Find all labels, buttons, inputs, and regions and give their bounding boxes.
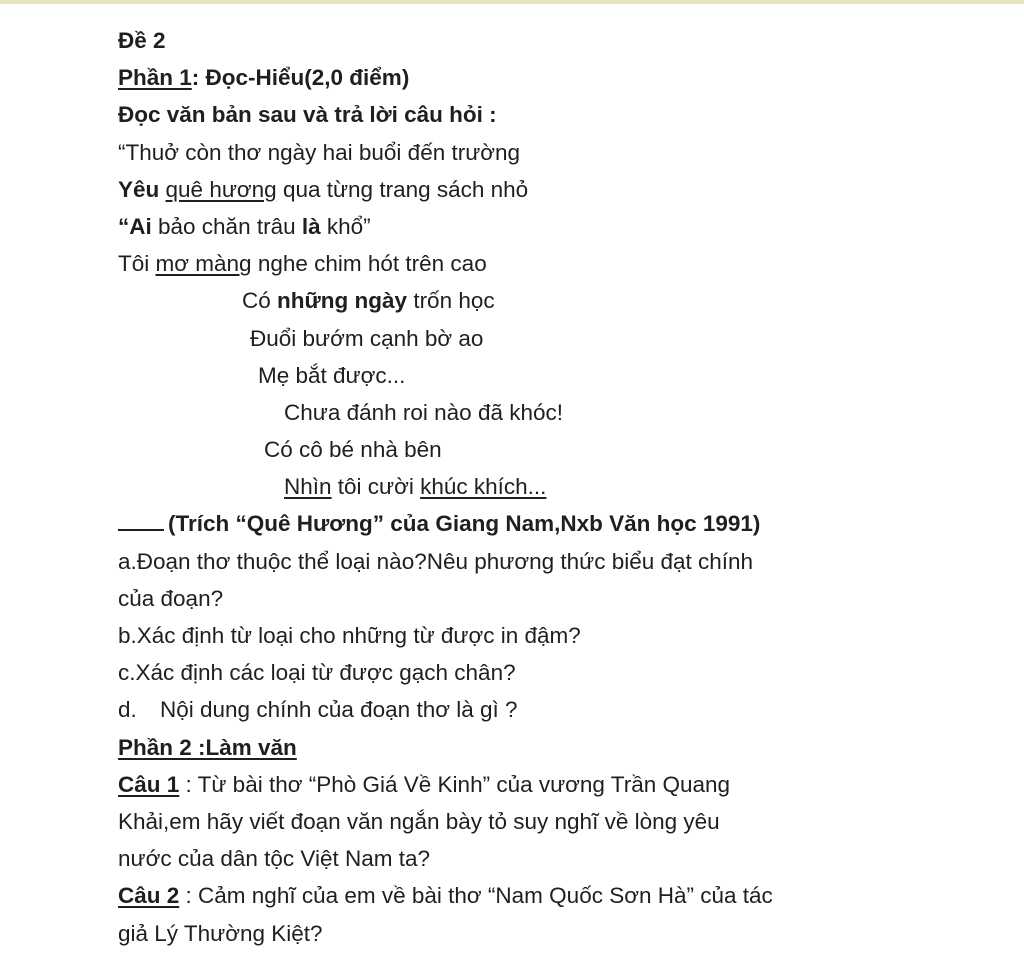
poem-line-6: Đuổi bướm cạnh bờ ao [250,325,484,351]
part2-heading [118,729,978,766]
poem-line-8: Chưa đánh roi nào đã khóc! [284,399,563,425]
cau2-text: : Cảm nghĩ của em về bài thơ “Nam Quốc Sơn Hà” của tác [179,883,773,909]
cau1-line-1 [118,766,978,803]
poem-line-10 [118,468,978,505]
blank-line [118,528,164,531]
question-a-line-1: a.Đoạn thơ thuộc thể loại nào?Nêu phương thức biểu đạt chính [118,548,754,574]
top-border [0,0,1024,4]
document-body [118,22,978,952]
question-d-text: Nội dung chính của đoạn thơ là gì ? [160,697,518,723]
poem-text: trốn học [407,288,495,314]
bold-word: Ai [129,213,152,239]
poem-text: bảo chăn trâu [151,213,302,239]
source-citation [118,505,978,542]
poem-text: khổ” [320,213,371,239]
part1-rest: : Đọc-Hiểu(2,0 điểm) [191,65,410,91]
poem-text: qua từng trang sách nhỏ [276,176,529,202]
poem-text: nghe chim hót trên cao [251,251,487,277]
poem-text: Có [242,288,278,314]
bold-word: là [301,213,321,239]
open-quote: “ [118,213,130,239]
cau1-label: Câu 1 [118,771,180,797]
underlined-word: mơ màng [155,251,252,277]
part1-heading [118,59,978,96]
cau1-line-3: nước của dân tộc Việt Nam ta? [118,846,431,872]
poem-line-4 [118,245,978,282]
bold-word: Yêu [118,176,160,202]
cau2-line-1 [118,877,978,914]
question-d [118,691,978,728]
poem-line-2 [118,171,978,208]
poem-line-5 [118,282,978,319]
cau2-label: Câu 2 [118,883,180,909]
poem-line-9: Có cô bé nhà bên [264,437,442,463]
part1-label: Phần 1 [118,65,192,91]
bold-word: những ngày [277,288,408,314]
cau1-line-2: Khải,em hãy viết đoạn văn ngắn bày tỏ suy nghĩ về lòng yêu [118,808,720,834]
part2-label: Phần 2 :Làm văn [118,734,297,760]
cau2-line-2: giả Lý Thường Kiệt? [118,920,323,946]
question-b: b.Xác định từ loại cho những từ được in đậm? [118,623,581,648]
question-a-line-2: của đoạn? [118,585,224,611]
underlined-word: khúc khích... [420,474,547,500]
poem-line-3 [118,208,978,245]
poem-line-1: “Thuở còn thơ ngày hai buổi đến trường [118,139,521,165]
exam-title: Đề 2 [118,28,166,53]
source-text: (Trích “Quê Hương” của Giang Nam,Nxb Văn học 1991) [168,511,761,537]
instruction: Đọc văn bản sau và trả lời câu hỏi : [118,102,497,128]
question-d-label: d. [118,697,137,723]
question-c: c.Xác định các loại từ được gạch chân? [118,660,516,686]
poem-text: Tôi [118,251,156,277]
poem-text: tôi cười [331,474,421,500]
underlined-word: Nhìn [284,474,332,500]
poem-line-7: Mẹ bắt được... [258,362,406,388]
cau1-text: : Từ bài thơ “Phò Giá Về Kinh” của vương Trần Quang [179,771,731,797]
underlined-word: quê hương [165,176,277,202]
